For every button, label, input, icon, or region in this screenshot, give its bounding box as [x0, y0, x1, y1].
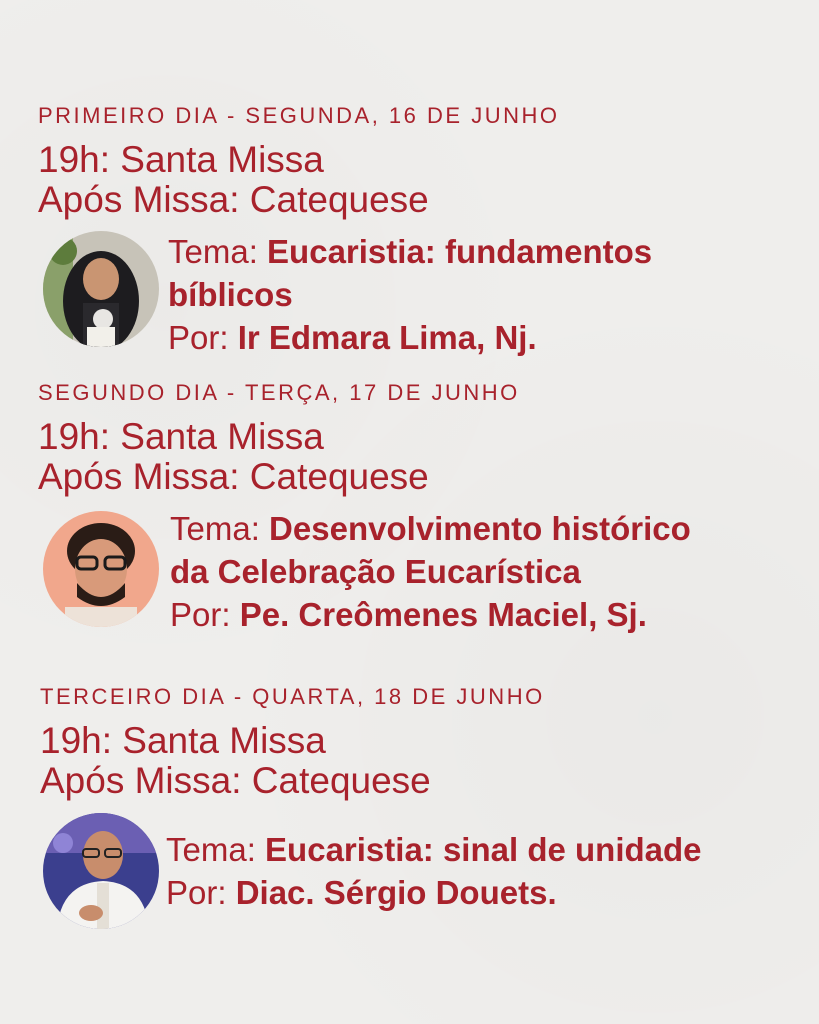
- day-label-1: PRIMEIRO DIA - SEGUNDA, 16 DE JUNHO: [38, 103, 560, 128]
- speaker-name-1: Ir Edmara Lima, Nj.: [237, 319, 537, 356]
- nun-portrait-icon: [43, 231, 159, 347]
- by-prefix-1: Por:: [168, 319, 238, 356]
- priest-portrait-icon: [43, 511, 159, 627]
- catechesis-line-1: Após Missa: Catequese: [38, 179, 429, 220]
- speaker-name-3: Diac. Sérgio Douets.: [235, 874, 557, 911]
- talk-info-1: [168, 230, 652, 359]
- theme-title-1b: bíblicos: [168, 276, 293, 313]
- mass-time-1: 19h: Santa Missa: [38, 139, 324, 180]
- mass-time-2: 19h: Santa Missa: [38, 416, 324, 457]
- catechesis-line-3: Após Missa: Catequese: [40, 760, 431, 801]
- speaker-photo-1: [43, 231, 159, 347]
- speaker-photo-3: [43, 813, 159, 929]
- day-label-3: TERCEIRO DIA - QUARTA, 18 DE JUNHO: [40, 684, 545, 709]
- deacon-portrait-icon: [43, 813, 159, 929]
- talk-info-3: [166, 828, 702, 914]
- theme-title-3: Eucaristia: sinal de unidade: [265, 831, 702, 868]
- theme-title-1: Eucaristia: fundamentos: [267, 233, 653, 270]
- by-prefix-2: Por:: [170, 596, 240, 633]
- theme-title-2b: da Celebração Eucarística: [170, 553, 581, 590]
- theme-prefix-2: Tema:: [170, 510, 270, 547]
- talk-info-2: [170, 507, 691, 636]
- theme-prefix-1: Tema:: [168, 233, 268, 270]
- theme-prefix-3: Tema:: [166, 831, 266, 868]
- mass-time-3: 19h: Santa Missa: [40, 720, 326, 761]
- speaker-name-2: Pe. Creômenes Maciel, Sj.: [239, 596, 647, 633]
- speaker-photo-2: [43, 511, 159, 627]
- theme-title-2: Desenvolvimento histórico: [269, 510, 691, 547]
- catechesis-line-2: Após Missa: Catequese: [38, 456, 429, 497]
- by-prefix-3: Por:: [166, 874, 236, 911]
- day-label-2: SEGUNDO DIA - TERÇA, 17 DE JUNHO: [38, 380, 520, 405]
